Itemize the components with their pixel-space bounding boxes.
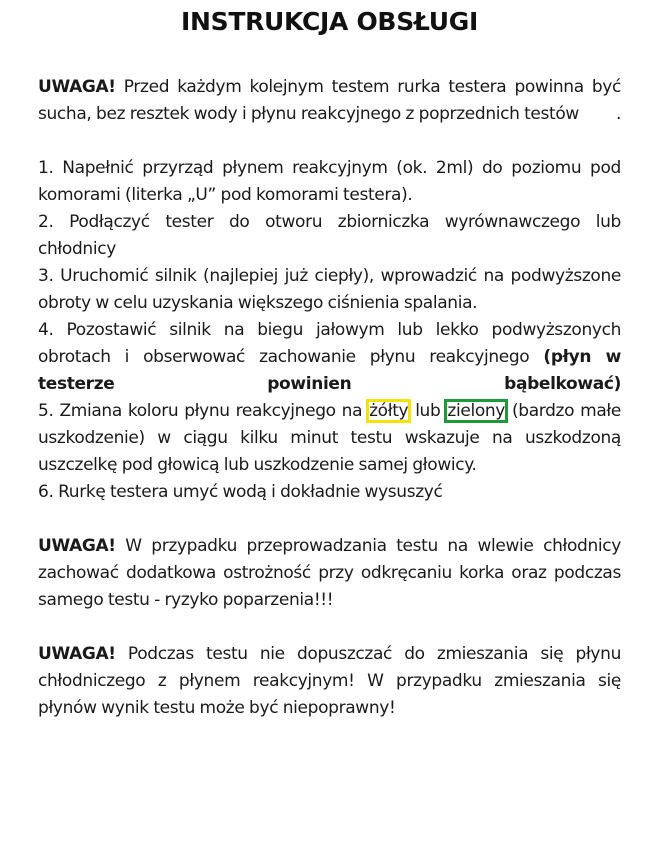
step-4-text: 4. Pozostawić silnik na biegu jałowym lub lekko podwyższonych obrotach i obserwować zachowanie płynu reakcyjnego bbox=[38, 320, 621, 367]
step-5-before: 5. Zmiana koloru płynu reakcyjnego na bbox=[38, 401, 363, 421]
instruction-page bbox=[38, 0, 621, 722]
step-4 bbox=[38, 317, 621, 398]
step-4-bold-note: (płyn w testerze powinien bąbelkować) bbox=[38, 347, 622, 394]
warning-label: UWAGA! bbox=[38, 644, 116, 664]
warning-label: UWAGA! bbox=[38, 536, 116, 556]
warning-burn bbox=[38, 533, 621, 614]
spacer bbox=[38, 614, 621, 641]
intro-warning-text: Przed każdym kolejnym testem rurka testera powinna być sucha, bez resztek wody i płynu reakcyjnego z poprzednich testów bbox=[38, 77, 621, 124]
green-highlight-word: zielony bbox=[447, 401, 506, 421]
warning-mixing-text: Podczas testu nie dopuszczać do zmieszania się płynu chłodniczego z płynem reakcyjnym! W przypadku zmieszania się płynów wynik testu może być niepoprawny! bbox=[38, 644, 621, 718]
step-1: 1. Napełnić przyrząd płynem reakcyjnym (ok. 2ml) do poziomu pod komorami (literka „U” pod komorami testera). bbox=[38, 158, 621, 205]
step-2: 2. Podłączyć tester do otworu zbiorniczka wyrównawczego lub chłodnicy bbox=[38, 212, 621, 259]
warning-mixing bbox=[38, 641, 621, 722]
yellow-highlight-word: żółty bbox=[369, 401, 409, 421]
step-3: 3. Uruchomić silnik (najlepiej już ciepły), wprowadzić na podwyższone obroty w celu uzyskania większego ciśnienia spalania. bbox=[38, 266, 621, 313]
step-5 bbox=[38, 398, 621, 479]
page-title: INSTRUKCJA OBSŁUGI bbox=[181, 7, 478, 36]
steps-list bbox=[38, 155, 621, 506]
warning-label: UWAGA! bbox=[38, 77, 116, 97]
step-5-after: (bardzo małe uszkodzenie) w ciągu kilku minut testu wskazuje na uszkodzoną uszczelkę pod głowicą lub uszkodzenie samej głowicy. bbox=[38, 401, 621, 475]
step-5-middle: lub bbox=[415, 401, 441, 421]
spacer bbox=[38, 506, 621, 533]
intro-trailing-dot: . bbox=[615, 104, 621, 124]
spacer bbox=[38, 44, 621, 74]
warning-burn-text: W przypadku przeprowadzania testu na wlewie chłodnicy zachować dodatkowa ostrożność przy odkręcaniu korka oraz podczas samego testu - ryzyko poparzenia!!! bbox=[38, 536, 621, 610]
step-6: 6. Rurkę testera umyć wodą i dokładnie wysuszyć bbox=[38, 482, 443, 502]
spacer bbox=[38, 128, 621, 155]
intro-warning bbox=[38, 74, 621, 128]
